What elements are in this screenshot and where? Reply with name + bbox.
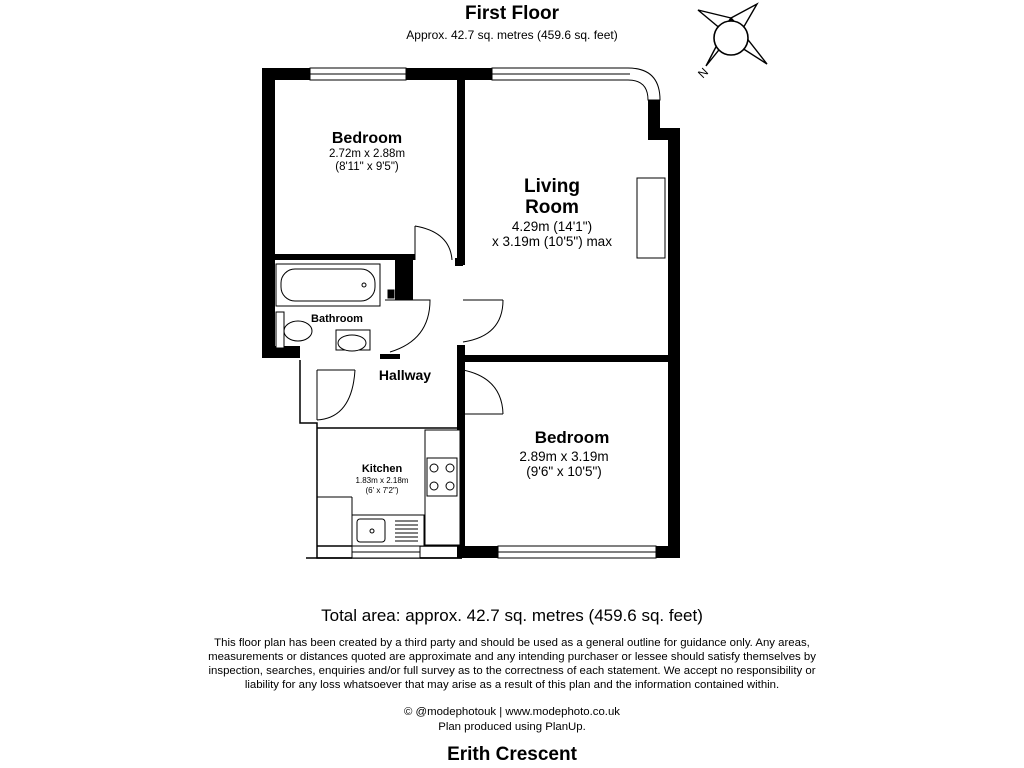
property-address: Erith Crescent: [447, 744, 577, 765]
bedroom-2-size-m: 2.89m x 3.19m: [519, 449, 609, 464]
disclaimer: [0, 636, 1024, 692]
bedroom-2-name: Bedroom: [534, 428, 610, 447]
living-room-size-2: x 3.19m (10'5") max: [492, 234, 612, 249]
total-area: Total area: approx. 42.7 sq. metres (459.6 sq. feet): [321, 606, 703, 625]
floor-area-subtitle: Approx. 42.7 sq. metres (459.6 sq. feet): [406, 28, 618, 42]
disclaimer-line: liability for any loss whatsoever that may arise as a result of this plan and the information contained within.: [244, 679, 780, 691]
kitchen-size-ft: (6' x 7'2"): [365, 486, 399, 495]
disclaimer-line: inspection, searches, enquiries and/or full survey as to the correctness of each statement. We accept no responsibility or: [208, 665, 816, 677]
bedroom-2-size-ft: (9'6" x 10'5"): [526, 464, 602, 479]
kitchen-name: Kitchen: [361, 463, 403, 475]
kitchen-size-m: 1.83m x 2.18m: [355, 476, 409, 485]
hallway-name: Hallway: [378, 367, 432, 383]
bathroom-name: Bathroom: [311, 313, 363, 325]
disclaimer-line: This floor plan has been created by a third party and should be used as a general outline for guidance only. Any areas,: [214, 637, 810, 649]
living-room-name-2: Room: [525, 197, 579, 218]
compass-north-label: N: [695, 64, 712, 81]
living-room-name-1: Living: [524, 176, 580, 197]
bedroom-1-name: Bedroom: [331, 130, 403, 147]
bathroom-fixtures: [276, 264, 394, 351]
planup-credit: Plan produced using PlanUp.: [438, 721, 586, 733]
living-room-size-1: 4.29m (14'1"): [511, 219, 593, 234]
disclaimer-line: measurements or distances quoted are approximate and any intending purchaser or lessee should satisfy themselves by: [208, 651, 816, 663]
credit-line: © @modephotouk | www.modephoto.co.uk: [403, 706, 621, 718]
floor-title: First Floor: [465, 3, 559, 24]
bedroom-1-size-ft: (8'11" x 9'5"): [335, 161, 399, 173]
compass-icon: [695, 4, 767, 81]
bedroom-1-size-m: 2.72m x 2.88m: [328, 148, 406, 160]
